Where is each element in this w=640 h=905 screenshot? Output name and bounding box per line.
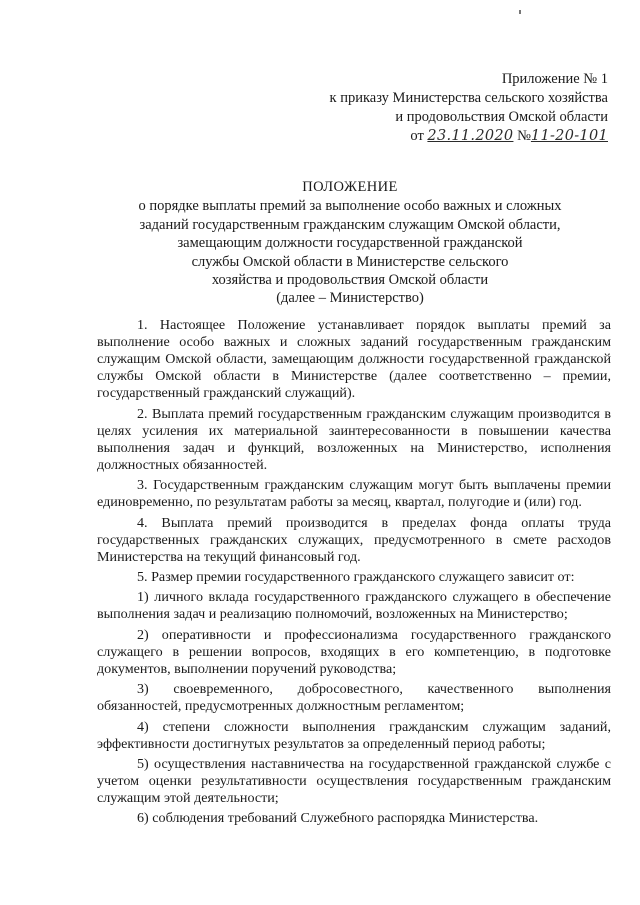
list-item-4: 4) степени сложности выполнения гражданским служащим заданий, эффективности достигнутых результатов за определенный период работы; — [97, 718, 611, 752]
appendix-title: Приложение № 1 — [501, 71, 608, 87]
list-item-5: 5) осуществления наставничества на государственной гражданской службе с учетом оценки результативности осуществления государственным гражданским служащим этой деятельности; — [97, 755, 611, 807]
title-heading: ПОЛОЖЕНИЕ — [302, 179, 398, 195]
number-prefix: № — [517, 128, 531, 144]
date-prefix: от — [410, 128, 424, 144]
title-line: о порядке выплаты премий за выполнение особо важных и сложных — [138, 198, 562, 215]
paragraph-5: 5. Размер премии государственного гражданского служащего зависит от: — [137, 569, 575, 586]
list-item-1: 1) личного вклада государственного гражданского служащего в обеспечение выполнения задач и реализацию полномочий, возложенных на Министерство; — [97, 589, 611, 623]
paragraph-4: 4. Выплата премий производится в пределах фонда оплаты труда государственных гражданских служащих, предусмотренного в смете расходов Министерства на текущий финансовый год. — [97, 514, 611, 565]
handwritten-number: 11-20-101 — [530, 128, 608, 144]
document-body — [97, 317, 611, 831]
appendix-header — [330, 70, 608, 146]
list-item-3: 3) своевременного, добросовестного, качественного выполнения обязанностей, предусмотренных должностным регламентом; — [97, 681, 611, 715]
paragraph-1: 1. Настоящее Положение устанавливает порядок выплаты премий за выполнение особо важных и сложных заданий государственным гражданским служащим Омской области, замещающим должности государственной гражданской службы Омской области в Министерстве (далее соответственно – премии, государственный гражданский служащий). — [97, 317, 611, 402]
document-title — [60, 178, 640, 308]
title-line: службы Омской области в Министерстве сельского — [191, 253, 509, 270]
appendix-date-number — [330, 127, 608, 146]
paragraph-2: 2. Выплата премий государственным гражданским служащим производится в целях усиления их материальной заинтересованности в повышении качества выполнения задач и функций, возложенных на Министерство, исполнения должностных обязанностей. — [97, 405, 611, 473]
appendix-order-ref: к приказу Министерства сельского хозяйства — [329, 90, 608, 106]
list-item-6: 6) соблюдения требований Служебного распорядка Министерства. — [137, 810, 539, 827]
appendix-ministry: и продовольствия Омской области — [395, 109, 608, 125]
title-line: замещающим должности государственной гражданской — [177, 235, 523, 252]
title-line: заданий государственным гражданским служащим Омской области, — [139, 216, 561, 233]
title-line: (далее – Министерство) — [276, 290, 424, 307]
list-item-2: 2) оперативности и профессионализма государственного гражданского служащего в решении вопросов, входящих в его компетенцию, в подготовке документов, выполнении поручений руководства; — [97, 626, 611, 677]
paragraph-3: 3. Государственным гражданским служащим могут быть выплачены премии единовременно, по результатам работы за месяц, квартал, полугодие и (или) год. — [97, 477, 611, 511]
title-line: хозяйства и продовольствия Омской области — [211, 272, 489, 289]
handwritten-date: 23.11.2020 — [427, 128, 514, 144]
scan-mark — [519, 10, 521, 14]
